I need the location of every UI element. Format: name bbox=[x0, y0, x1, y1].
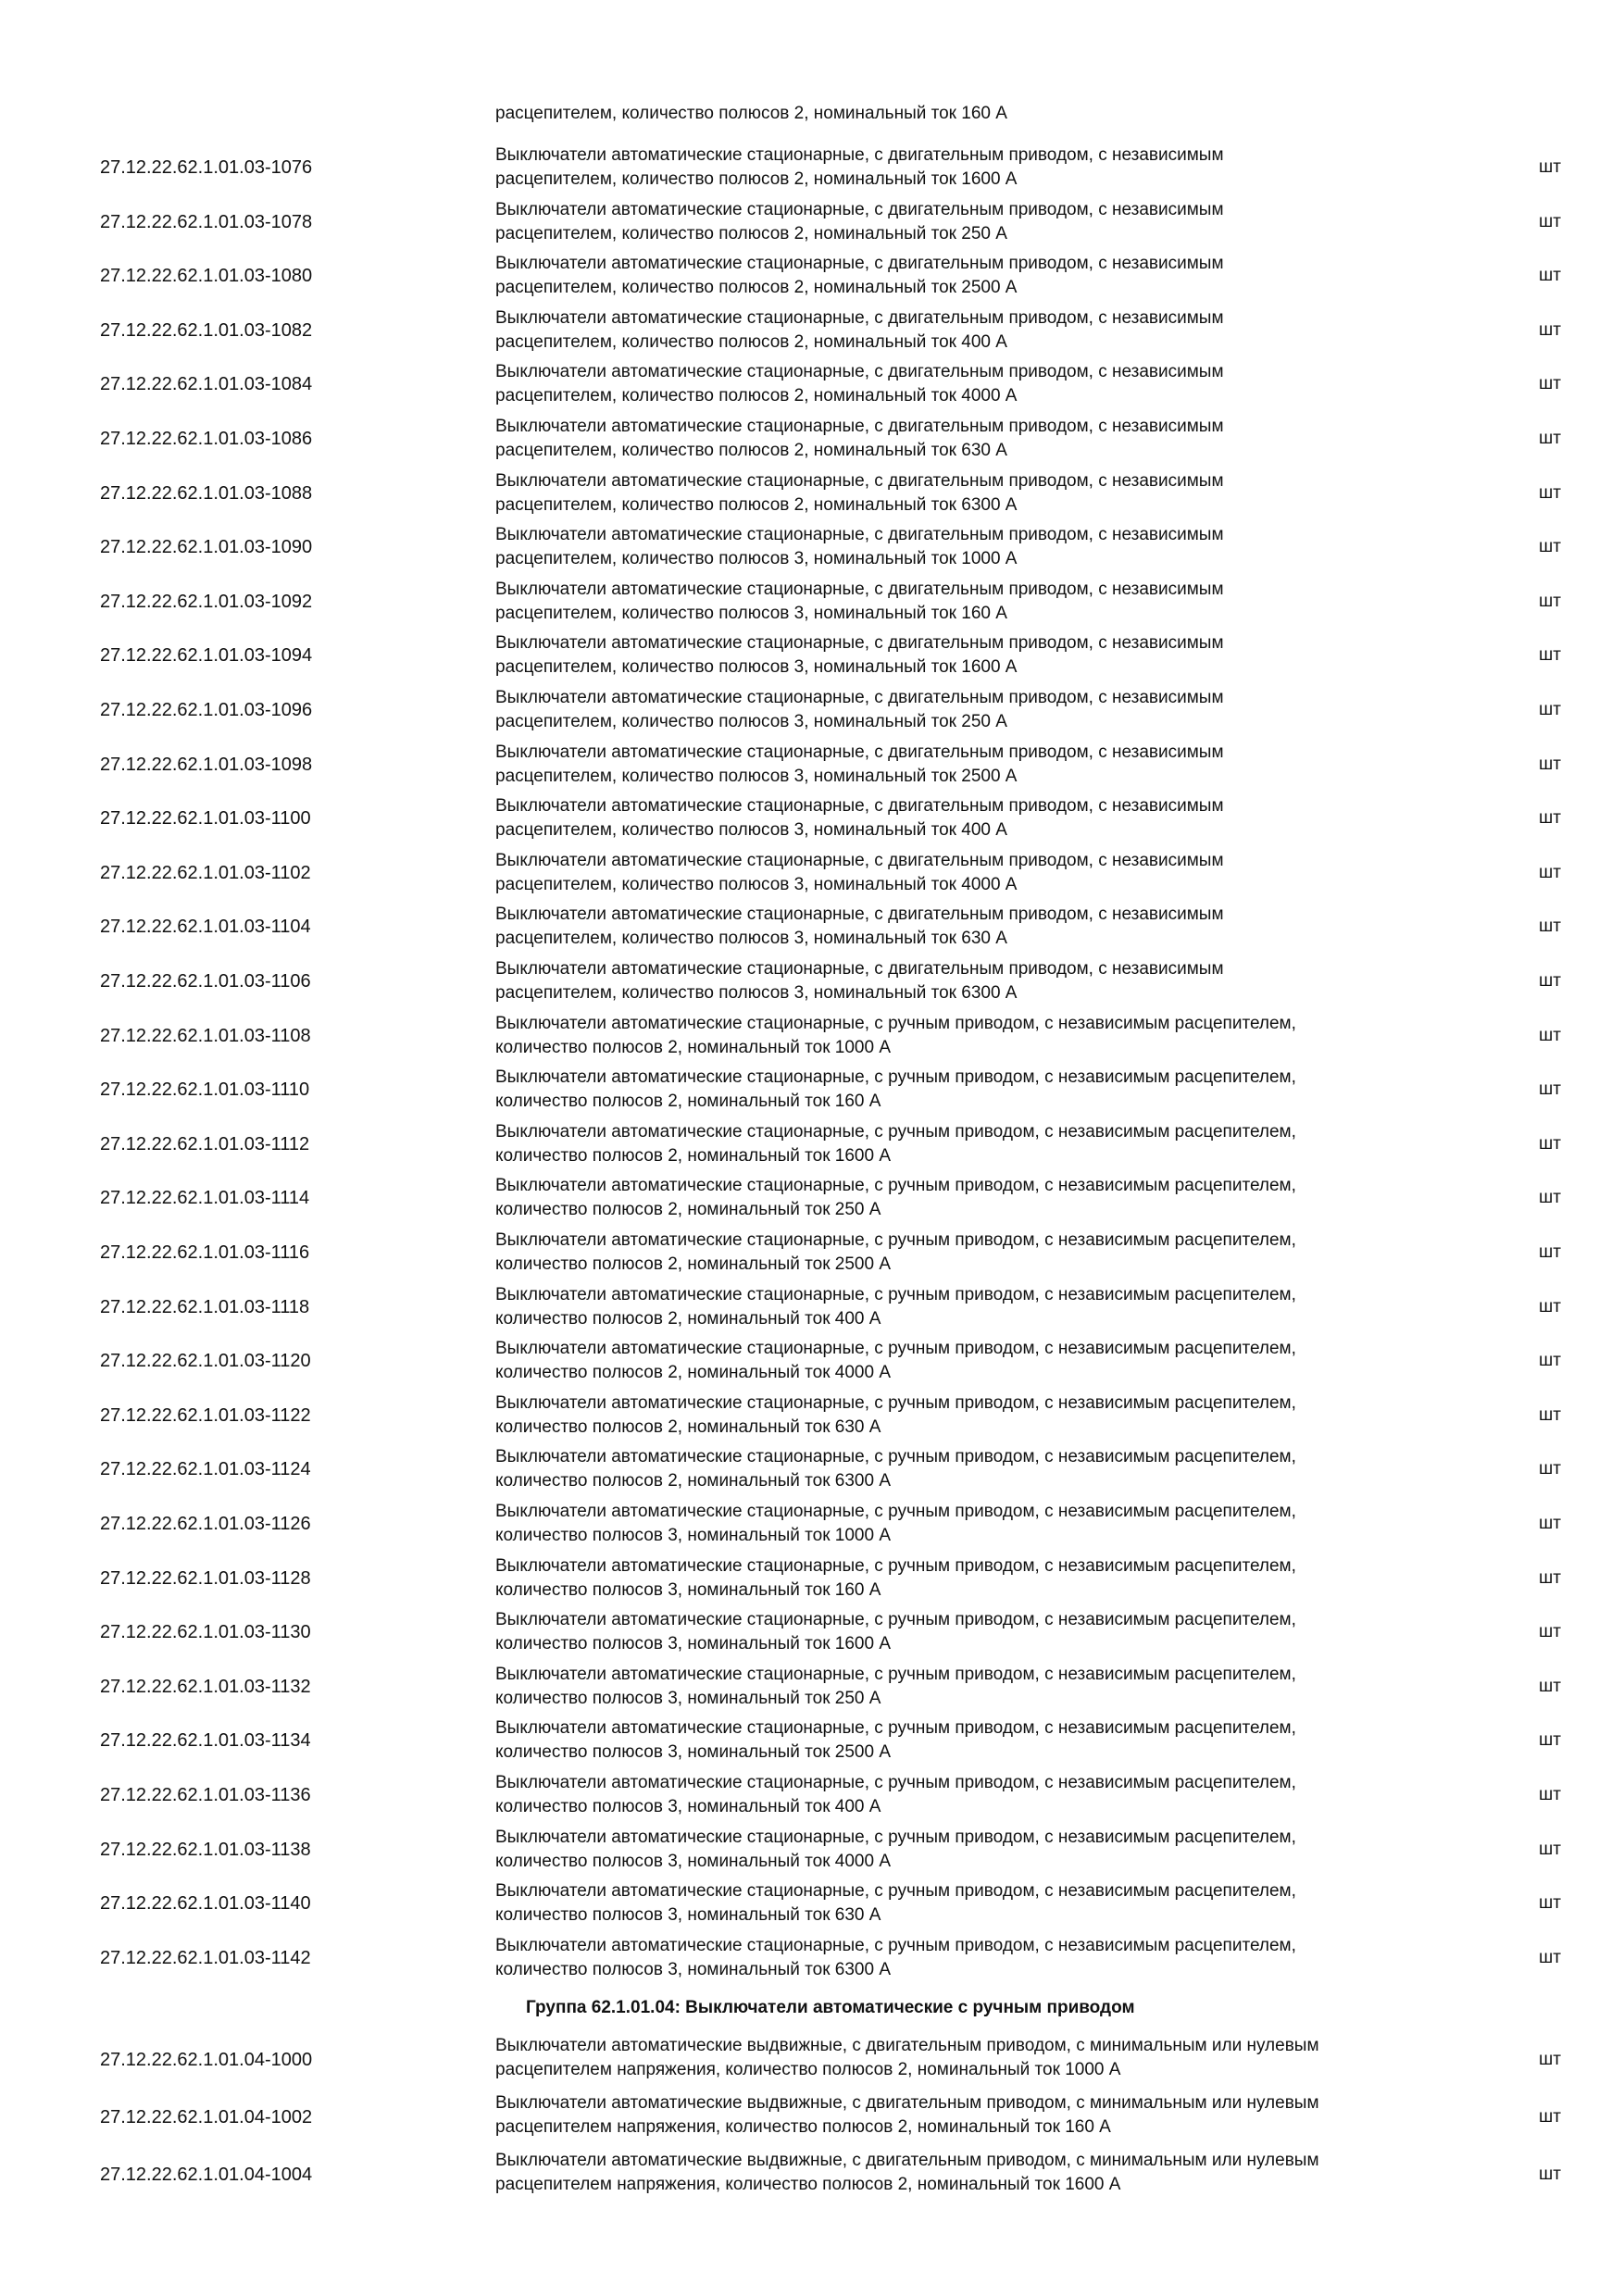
description-line-2: количество полюсов 2, номинальный ток 1600 А bbox=[495, 1145, 892, 1166]
item-description bbox=[495, 1174, 1495, 1222]
description-line-2: количество полюсов 2, номинальный ток 630 А bbox=[495, 1416, 881, 1437]
item-unit: шт bbox=[1539, 1839, 1561, 1859]
item-description bbox=[495, 849, 1495, 897]
description-line-1: Выключатели автоматические стационарные, с двигательным приводом, с независимым bbox=[495, 307, 1224, 328]
item-description bbox=[495, 360, 1495, 408]
table-row bbox=[0, 249, 1624, 303]
item-code: 27.12.22.62.1.01.03-1078 bbox=[100, 211, 313, 232]
item-code: 27.12.22.62.1.01.03-1140 bbox=[100, 1893, 311, 1915]
item-description bbox=[495, 741, 1495, 789]
item-description bbox=[495, 306, 1495, 355]
group-heading: Группа 62.1.01.04: Выключатели автоматические с ручным приводом bbox=[526, 1998, 1135, 2017]
description-line-1: Выключатели автоматические выдвижные, с двигательным приводом, с минимальным или нулевым bbox=[495, 2036, 1319, 2055]
item-description bbox=[495, 1879, 1495, 1928]
item-description bbox=[495, 903, 1495, 951]
item-description bbox=[495, 1554, 1495, 1603]
item-unit: шт bbox=[1539, 1296, 1561, 1316]
description-line-1: Выключатели автоматические стационарные, с ручным приводом, с независимым расцепителем, bbox=[495, 1773, 1296, 1792]
item-description bbox=[495, 957, 1495, 1005]
description-line-1: Выключатели автоматические выдвижные, с двигательным приводом, с минимальным или нулевым bbox=[495, 2093, 1319, 2113]
item-unit: шт bbox=[1539, 157, 1561, 177]
description-line-1: Выключатели автоматические выдвижные, с двигательным приводом, с минимальным или нулевым bbox=[495, 2151, 1319, 2170]
description-line-2: количество полюсов 3, номинальный ток 1000 А bbox=[495, 1526, 892, 1545]
item-code: 27.12.22.62.1.01.03-1098 bbox=[100, 754, 313, 775]
item-unit: шт bbox=[1539, 1676, 1561, 1696]
item-code: 27.12.22.62.1.01.03-1126 bbox=[100, 1514, 311, 1534]
table-row bbox=[0, 520, 1624, 574]
description-line-1: Выключатели автоматические стационарные, с ручным приводом, с независимым расцепителем, bbox=[495, 1176, 1296, 1196]
table-row bbox=[0, 1768, 1624, 1822]
description-line-2: количество полюсов 2, номинальный ток 250 А bbox=[495, 1200, 881, 1220]
table-row bbox=[0, 846, 1624, 900]
item-code: 27.12.22.62.1.01.03-1112 bbox=[100, 1133, 310, 1154]
table-row bbox=[0, 1605, 1624, 1659]
description-line-1: Выключатели автоматические стационарные, с двигательным приводом, с независимым bbox=[495, 525, 1224, 545]
item-description bbox=[495, 1120, 1495, 1168]
item-description bbox=[495, 1500, 1495, 1548]
table-row bbox=[0, 955, 1624, 1008]
description-line-2: расцепителем, количество полюсов 3, номинальный ток 1600 А bbox=[495, 657, 1018, 678]
item-unit: шт bbox=[1539, 645, 1561, 666]
item-code: 27.12.22.62.1.01.03-1084 bbox=[100, 374, 313, 395]
table-row bbox=[0, 141, 1624, 194]
item-unit: шт bbox=[1539, 1622, 1561, 1642]
continuation-line: расцепителем, количество полюсов 2, номинальный ток 160 А bbox=[495, 104, 1007, 123]
table-row bbox=[0, 1171, 1624, 1225]
description-line-1: Выключатели автоматические стационарные, с ручным приводом, с независимым расцепителем, bbox=[495, 1502, 1296, 1521]
table-row bbox=[0, 1009, 1624, 1063]
item-code: 27.12.22.62.1.01.03-1130 bbox=[100, 1622, 311, 1643]
table-row bbox=[0, 1280, 1624, 1334]
item-unit: шт bbox=[1539, 1025, 1561, 1045]
item-unit: шт bbox=[1539, 1079, 1561, 1100]
item-description bbox=[495, 469, 1495, 518]
item-unit: шт bbox=[1539, 537, 1561, 557]
description-line-2: расцепителем, количество полюсов 2, номинальный ток 4000 А bbox=[495, 386, 1018, 406]
description-line-1: Выключатели автоматические стационарные, с ручным приводом, с независимым расцепителем, bbox=[495, 1013, 1296, 1033]
table-row bbox=[0, 412, 1624, 466]
description-line-2: расцепителем, количество полюсов 3, номинальный ток 1000 А bbox=[495, 549, 1018, 569]
description-line-2: количество полюсов 3, номинальный ток 630 А bbox=[495, 1905, 881, 1926]
item-code: 27.12.22.62.1.01.03-1094 bbox=[100, 645, 313, 667]
item-unit: шт bbox=[1539, 211, 1561, 231]
description-line-1: Выключатели автоматические стационарные, с ручным приводом, с независимым расцепителем, bbox=[495, 1230, 1296, 1250]
item-description bbox=[495, 631, 1495, 680]
table-row bbox=[0, 2031, 1624, 2089]
item-unit: шт bbox=[1539, 917, 1561, 937]
description-line-2: количество полюсов 2, номинальный ток 6300 А bbox=[495, 1471, 892, 1491]
item-code: 27.12.22.62.1.01.03-1142 bbox=[100, 1947, 311, 1968]
description-line-2: расцепителем, количество полюсов 3, номинальный ток 6300 А bbox=[495, 983, 1018, 1003]
item-code: 27.12.22.62.1.01.03-1090 bbox=[100, 537, 313, 558]
description-line-1: Выключатели автоматические стационарные, с ручным приводом, с независимым расцепителем, bbox=[495, 1881, 1296, 1902]
item-unit: шт bbox=[1539, 2165, 1561, 2184]
table-row bbox=[0, 1823, 1624, 1877]
item-code: 27.12.22.62.1.01.04-1004 bbox=[100, 2165, 313, 2185]
item-code: 27.12.22.62.1.01.03-1088 bbox=[100, 482, 313, 504]
table-row bbox=[0, 683, 1624, 737]
item-code: 27.12.22.62.1.01.03-1106 bbox=[100, 971, 311, 992]
table-row bbox=[0, 900, 1624, 954]
description-line-2: количество полюсов 2, номинальный ток 1000 А bbox=[495, 1037, 892, 1057]
item-description bbox=[495, 1716, 1495, 1765]
item-code: 27.12.22.62.1.01.03-1108 bbox=[100, 1025, 311, 1046]
item-description bbox=[495, 1445, 1495, 1493]
description-line-2: количество полюсов 2, номинальный ток 2500 А bbox=[495, 1254, 892, 1274]
description-line-1: Выключатели автоматические стационарные, с ручным приводом, с независимым расцепителем, bbox=[495, 1121, 1296, 1142]
description-line-2: расцепителем напряжения, количество полюсов 2, номинальный ток 160 А bbox=[495, 2117, 1111, 2137]
item-unit: шт bbox=[1539, 2107, 1561, 2127]
description-line-2: расцепителем, количество полюсов 2, номинальный ток 250 А bbox=[495, 223, 1007, 243]
description-line-2: количество полюсов 3, номинальный ток 400 А bbox=[495, 1797, 881, 1816]
description-line-2: количество полюсов 2, номинальный ток 400 А bbox=[495, 1308, 881, 1329]
table-row bbox=[0, 1877, 1624, 1930]
description-line-1: Выключатели автоматические стационарные, с двигательным приводом, с независимым bbox=[495, 905, 1224, 925]
item-description bbox=[495, 1934, 1495, 1982]
item-code: 27.12.22.62.1.01.03-1118 bbox=[100, 1296, 310, 1317]
description-line-2: расцепителем, количество полюсов 3, номинальный ток 4000 А bbox=[495, 874, 1018, 894]
description-line-1: Выключатели автоматические стационарные, с двигательным приводом, с независимым bbox=[495, 362, 1224, 382]
item-description bbox=[495, 2149, 1495, 2197]
item-code: 27.12.22.62.1.01.03-1122 bbox=[100, 1404, 311, 1426]
description-line-2: расцепителем напряжения, количество полюсов 2, номинальный ток 1000 А bbox=[495, 2060, 1121, 2079]
table-row bbox=[0, 575, 1624, 629]
item-description bbox=[495, 198, 1495, 246]
item-code: 27.12.22.62.1.01.03-1100 bbox=[100, 808, 311, 830]
item-unit: шт bbox=[1539, 1188, 1561, 1208]
item-code: 27.12.22.62.1.01.03-1096 bbox=[100, 700, 313, 720]
item-description bbox=[495, 1337, 1495, 1385]
description-line-2: количество полюсов 2, номинальный ток 160 А bbox=[495, 1092, 881, 1112]
description-line-2: расцепителем, количество полюсов 2, номинальный ток 6300 А bbox=[495, 494, 1018, 515]
item-code: 27.12.22.62.1.01.03-1124 bbox=[100, 1459, 311, 1480]
item-code: 27.12.22.62.1.01.03-1132 bbox=[100, 1676, 311, 1697]
item-code: 27.12.22.62.1.01.03-1134 bbox=[100, 1730, 311, 1752]
description-line-1: Выключатели автоматические стационарные, с двигательным приводом, с независимым bbox=[495, 199, 1224, 219]
item-unit: шт bbox=[1539, 862, 1561, 882]
item-description bbox=[495, 1391, 1495, 1440]
description-line-1: Выключатели автоматические стационарные, с ручным приводом, с независимым расцепителем, bbox=[495, 1339, 1296, 1359]
item-description bbox=[495, 1012, 1495, 1060]
item-description bbox=[495, 1283, 1495, 1331]
item-unit: шт bbox=[1539, 754, 1561, 774]
item-code: 27.12.22.62.1.01.03-1136 bbox=[100, 1785, 311, 1805]
description-line-1: Выключатели автоматические стационарные, с двигательным приводом, с независимым bbox=[495, 417, 1224, 436]
description-line-2: количество полюсов 3, номинальный ток 1600 А bbox=[495, 1634, 892, 1654]
description-line-1: Выключатели автоматические стационарные, с ручным приводом, с независимым расцепителем, bbox=[495, 1392, 1296, 1413]
item-description bbox=[495, 523, 1495, 571]
description-line-1: Выключатели автоматические стационарные, с ручным приводом, с независимым расцепителем, bbox=[495, 1827, 1296, 1847]
description-line-2: расцепителем, количество полюсов 2, номинальный ток 400 А bbox=[495, 331, 1007, 352]
description-line-2: расцепителем напряжения, количество полюсов 2, номинальный ток 1600 А bbox=[495, 2175, 1121, 2194]
item-unit: шт bbox=[1539, 374, 1561, 394]
description-line-1: Выключатели автоматические стационарные, с ручным приводом, с независимым расцепителем, bbox=[495, 1447, 1296, 1467]
description-line-1: Выключатели автоматические стационарные, с двигательным приводом, с независимым bbox=[495, 850, 1224, 870]
description-line-2: расцепителем, количество полюсов 3, номинальный ток 400 А bbox=[495, 820, 1007, 841]
description-line-1: Выключатели автоматические стационарные, с двигательным приводом, с независимым bbox=[495, 579, 1224, 599]
item-description bbox=[495, 1771, 1495, 1819]
table-row bbox=[0, 1660, 1624, 1714]
table-row bbox=[0, 1063, 1624, 1117]
item-code: 27.12.22.62.1.01.03-1114 bbox=[100, 1188, 310, 1209]
item-code: 27.12.22.62.1.01.03-1086 bbox=[100, 429, 313, 449]
description-line-1: Выключатели автоматические стационарные, с ручным приводом, с независимым расцепителем, bbox=[495, 1664, 1296, 1684]
item-description bbox=[495, 415, 1495, 463]
description-line-1: Выключатели автоматические стационарные, с ручным приводом, с независимым расцепителем, bbox=[495, 1555, 1296, 1576]
item-unit: шт bbox=[1539, 1459, 1561, 1479]
item-unit: шт bbox=[1539, 971, 1561, 991]
description-line-2: количество полюсов 3, номинальный ток 2500 А bbox=[495, 1742, 892, 1763]
item-code: 27.12.22.62.1.01.03-1092 bbox=[100, 591, 313, 612]
item-code: 27.12.22.62.1.01.04-1000 bbox=[100, 2050, 313, 2070]
description-line-2: количество полюсов 3, номинальный ток 6300 А bbox=[495, 1959, 892, 1979]
description-line-2: расцепителем, количество полюсов 2, номинальный ток 1600 А bbox=[495, 169, 1018, 189]
item-code: 27.12.22.62.1.01.03-1120 bbox=[100, 1351, 311, 1372]
item-code: 27.12.22.62.1.01.03-1110 bbox=[100, 1079, 310, 1101]
item-unit: шт bbox=[1539, 700, 1561, 719]
item-code: 27.12.22.62.1.01.03-1138 bbox=[100, 1839, 311, 1860]
table-row bbox=[0, 792, 1624, 845]
item-unit: шт bbox=[1539, 1567, 1561, 1588]
description-line-1: Выключатели автоматические стационарные, с двигательным приводом, с независимым bbox=[495, 145, 1224, 165]
description-line-1: Выключатели автоматические стационарные, с двигательным приводом, с независимым bbox=[495, 470, 1224, 491]
description-line-2: расцепителем, количество полюсов 2, номинальный ток 2500 А bbox=[495, 278, 1018, 298]
item-unit: шт bbox=[1539, 1785, 1561, 1804]
item-code: 27.12.22.62.1.01.03-1104 bbox=[100, 917, 311, 938]
item-unit: шт bbox=[1539, 429, 1561, 448]
description-line-1: Выключатели автоматические стационарные, с двигательным приводом, с независимым bbox=[495, 742, 1224, 762]
table-row bbox=[0, 1117, 1624, 1171]
table-row bbox=[0, 1497, 1624, 1551]
item-description bbox=[495, 144, 1495, 192]
description-line-1: Выключатели автоматические стационарные, с двигательным приводом, с независимым bbox=[495, 959, 1224, 979]
item-unit: шт bbox=[1539, 266, 1561, 286]
table-row bbox=[0, 1714, 1624, 1767]
description-line-2: расцепителем, количество полюсов 3, номинальный ток 250 А bbox=[495, 712, 1007, 731]
table-row bbox=[0, 2089, 1624, 2146]
description-line-1: Выключатели автоматические стационарные, с двигательным приводом, с независимым bbox=[495, 254, 1224, 274]
item-code: 27.12.22.62.1.01.03-1082 bbox=[100, 319, 313, 341]
item-unit: шт bbox=[1539, 1242, 1561, 1262]
table-row bbox=[0, 738, 1624, 792]
item-unit: шт bbox=[1539, 319, 1561, 340]
description-line-2: расцепителем, количество полюсов 3, номинальный ток 2500 А bbox=[495, 766, 1018, 786]
item-description bbox=[495, 2091, 1495, 2140]
table-row bbox=[0, 195, 1624, 249]
item-unit: шт bbox=[1539, 1404, 1561, 1425]
table-row bbox=[0, 1389, 1624, 1442]
table-row bbox=[0, 1552, 1624, 1605]
item-code: 27.12.22.62.1.01.03-1116 bbox=[100, 1242, 310, 1263]
item-unit: шт bbox=[1539, 2050, 1561, 2069]
table-row bbox=[0, 1334, 1624, 1388]
item-code: 27.12.22.62.1.01.03-1080 bbox=[100, 266, 313, 287]
item-description bbox=[495, 2034, 1495, 2082]
item-unit: шт bbox=[1539, 591, 1561, 611]
table-row bbox=[0, 1442, 1624, 1496]
description-line-2: расцепителем, количество полюсов 3, номинальный ток 630 А bbox=[495, 929, 1007, 949]
item-unit: шт bbox=[1539, 808, 1561, 829]
item-description bbox=[495, 1826, 1495, 1874]
item-code: 27.12.22.62.1.01.03-1128 bbox=[100, 1567, 311, 1589]
description-line-1: Выключатели автоматические стационарные, с ручным приводом, с независимым расцепителем, bbox=[495, 1610, 1296, 1630]
item-description bbox=[495, 578, 1495, 626]
item-description bbox=[495, 252, 1495, 300]
item-description bbox=[495, 794, 1495, 842]
description-line-1: Выключатели автоматические стационарные, с ручным приводом, с независимым расцепителем, bbox=[495, 1284, 1296, 1304]
description-line-1: Выключатели автоматические стационарные, с двигательным приводом, с независимым bbox=[495, 688, 1224, 707]
description-line-1: Выключатели автоматические стационарные, с ручным приводом, с независимым расцепителем, bbox=[495, 1718, 1296, 1739]
table-row bbox=[0, 357, 1624, 411]
item-description bbox=[495, 1608, 1495, 1656]
item-unit: шт bbox=[1539, 1514, 1561, 1533]
description-line-2: количество полюсов 3, номинальный ток 4000 А bbox=[495, 1851, 892, 1871]
item-unit: шт bbox=[1539, 1730, 1561, 1751]
description-line-2: количество полюсов 3, номинальный ток 250 А bbox=[495, 1688, 881, 1708]
table-row bbox=[0, 304, 1624, 357]
table-row bbox=[0, 629, 1624, 682]
description-line-1: Выключатели автоматические стационарные, с ручным приводом, с независимым расцепителем, bbox=[495, 1067, 1296, 1088]
item-description bbox=[495, 686, 1495, 734]
description-line-2: количество полюсов 3, номинальный ток 160 А bbox=[495, 1579, 881, 1600]
item-description bbox=[495, 1663, 1495, 1711]
table-row bbox=[0, 1931, 1624, 1985]
description-line-1: Выключатели автоматические стационарные, с ручным приводом, с независимым расцепителем, bbox=[495, 1935, 1296, 1955]
description-line-1: Выключатели автоматические стационарные, с двигательным приводом, с независимым bbox=[495, 633, 1224, 654]
item-unit: шт bbox=[1539, 1893, 1561, 1914]
description-line-1: Выключатели автоматические стационарные, с двигательным приводом, с независимым bbox=[495, 796, 1224, 817]
item-description bbox=[495, 1229, 1495, 1277]
description-line-2: расцепителем, количество полюсов 2, номинальный ток 630 А bbox=[495, 441, 1007, 460]
table-row bbox=[0, 1226, 1624, 1279]
table-row bbox=[0, 2146, 1624, 2203]
description-line-2: расцепителем, количество полюсов 3, номинальный ток 160 А bbox=[495, 603, 1007, 623]
table-row bbox=[0, 467, 1624, 520]
item-code: 27.12.22.62.1.01.03-1076 bbox=[100, 157, 313, 178]
description-line-2: количество полюсов 2, номинальный ток 4000 А bbox=[495, 1363, 892, 1383]
item-description bbox=[495, 1066, 1495, 1114]
item-unit: шт bbox=[1539, 1133, 1561, 1154]
item-code: 27.12.22.62.1.01.03-1102 bbox=[100, 862, 311, 883]
item-code: 27.12.22.62.1.01.04-1002 bbox=[100, 2107, 313, 2128]
item-unit: шт bbox=[1539, 482, 1561, 503]
item-unit: шт bbox=[1539, 1947, 1561, 1967]
item-unit: шт bbox=[1539, 1351, 1561, 1371]
